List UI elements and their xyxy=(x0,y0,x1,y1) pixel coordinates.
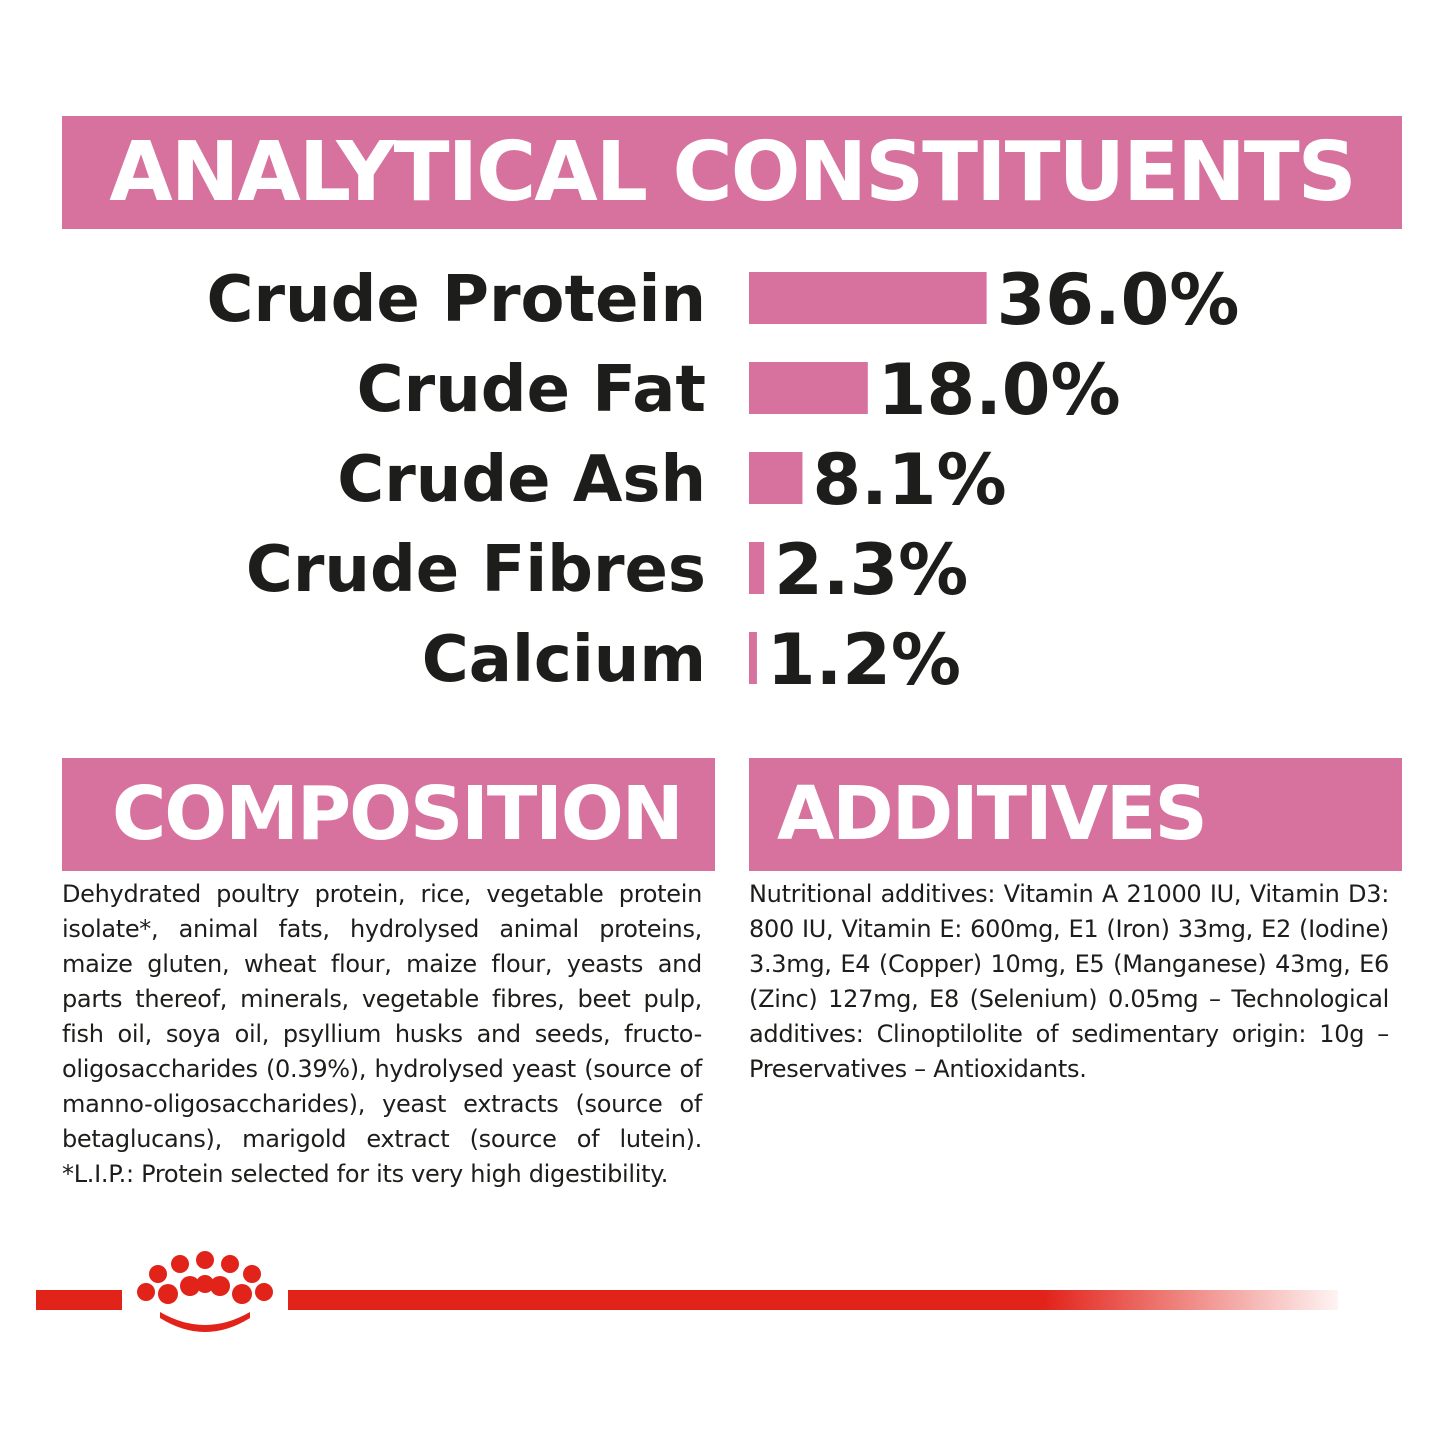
bar xyxy=(749,632,757,684)
bar xyxy=(749,452,802,504)
composition-banner xyxy=(62,758,715,871)
category-label: Calcium xyxy=(421,623,706,697)
value-label: 8.1% xyxy=(812,439,1007,521)
category-label: Crude Protein xyxy=(206,263,706,337)
footer-line-right xyxy=(288,1290,1338,1310)
bar xyxy=(749,362,868,414)
composition-title: COMPOSITION xyxy=(112,771,682,857)
category-label: Crude Fibres xyxy=(245,533,706,607)
additives-banner xyxy=(749,758,1402,871)
bar xyxy=(749,272,987,324)
bar xyxy=(749,542,764,594)
analytical-constituents-title: ANALYTICAL CONSTITUENTS xyxy=(109,125,1355,220)
value-label: 18.0% xyxy=(877,349,1121,431)
analytical-constituents-chart xyxy=(0,250,1445,710)
value-label: 2.3% xyxy=(774,529,969,611)
value-label: 36.0% xyxy=(996,259,1240,341)
category-label: Crude Ash xyxy=(337,443,706,517)
value-label: 1.2% xyxy=(766,619,962,701)
additives-title: ADDITIVES xyxy=(777,771,1206,857)
footer-line-left xyxy=(36,1290,122,1310)
crown-logo-icon xyxy=(137,1251,273,1332)
brand-footer xyxy=(0,1250,1445,1340)
composition-text: Dehydrated poultry protein, rice, vegetable protein isolate*, animal fats, hydrolysed animal proteins, maize gluten, wheat flour, maize flour, yeasts and parts thereof, minerals, vegetable fibres, beet pulp, fish oil, soya oil, psyllium husks and seeds, fructo-oligosaccharides (0.39%), hydrolysed yeast (source of manno-oligosaccharides), yeast extracts (source of betaglucans), marigold extract (source of lutein). *L.I.P.: Protein selected for its very high digestibility. xyxy=(62,880,702,1188)
category-label: Crude Fat xyxy=(356,353,706,427)
additives-text: Nutritional additives: Vitamin A 21000 IU, Vitamin D3: 800 IU, Vitamin E: 600mg, E1 (Iron) 33mg, E2 (Iodine) 3.3mg, E4 (Copper) 10mg, E5 (Manganese) 43mg, E6 (Zinc) 127mg, E8 (Selenium) 0.05mg – Technological additives: Clinoptilolite of sedimentary origin: 10g – Preservatives – Antioxidants. xyxy=(749,880,1389,1083)
analytical-constituents-banner xyxy=(62,116,1402,229)
